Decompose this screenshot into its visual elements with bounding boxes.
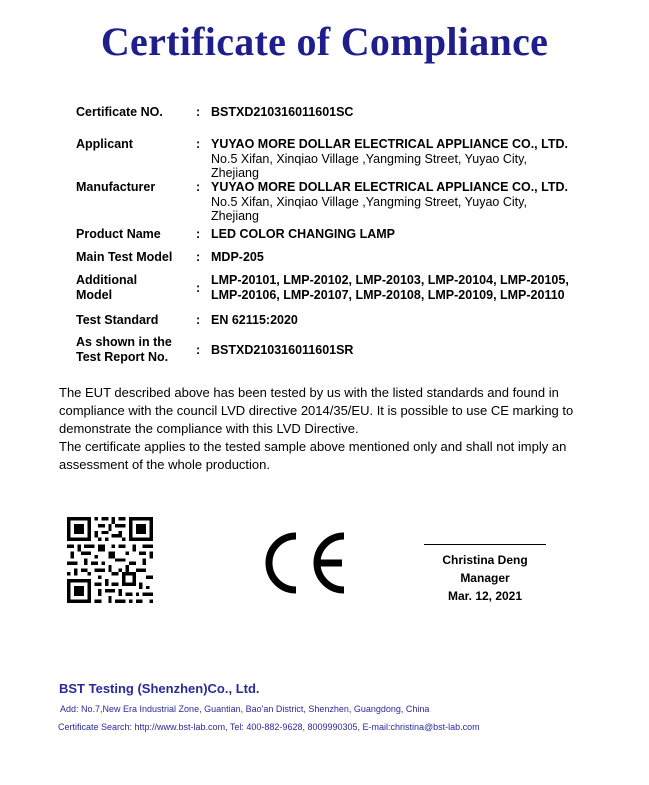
field-label: Additional <box>76 273 138 287</box>
field-value: LED COLOR CHANGING LAMP <box>211 227 396 241</box>
field-colon: : <box>196 105 201 119</box>
field-value: EN 62115:2020 <box>211 313 298 327</box>
applicant-name: YUYAO MORE DOLLAR ELECTRICAL APPLIANCE CO., LTD. <box>211 137 568 151</box>
statement-paragraph: The EUT described above has been tested by us with the listed standards and found in compliance with the council LVD directive 2014/35/EU. It is possible to use CE marking to demonstrate the compliance with this LVD Directive. <box>59 385 574 436</box>
field-colon: : <box>196 137 201 151</box>
field-label: Model <box>76 288 113 302</box>
signature-block <box>424 544 546 605</box>
field-label: Product Name <box>76 227 161 241</box>
field-colon: : <box>196 250 201 264</box>
applicant-address: Zhejiang <box>211 166 259 180</box>
footer-company: BST Testing (Shenzhen)Co., Ltd. <box>59 681 260 696</box>
applicant-address: No.5 Xifan, Xinqiao Village ,Yangming Street, Yuyao City, <box>211 151 527 166</box>
manufacturer-name: YUYAO MORE DOLLAR ELECTRICAL APPLIANCE CO., LTD. <box>211 180 568 194</box>
field-label: Test Standard <box>76 313 159 327</box>
compliance-statement <box>59 384 604 474</box>
field-label: As shown in the <box>76 335 172 349</box>
statement-paragraph: The certificate applies to the tested sample above mentioned only and shall not imply an assessment of the whole production. <box>59 439 567 472</box>
manufacturer-address: Zhejiang <box>211 209 259 223</box>
manufacturer-address: No.5 Xifan, Xinqiao Village ,Yangming Street, Yuyao City, <box>211 194 527 209</box>
signatory-name: Christina Deng <box>442 553 528 567</box>
footer-contact: Certificate Search: http://www.bst-lab.com, Tel: 400-882-9628, 8009990305, E-mail:christina@bst-lab.com <box>58 722 480 732</box>
field-colon: : <box>196 313 201 327</box>
footer <box>58 681 638 732</box>
field-value: BSTXD210316011601SR <box>211 343 354 357</box>
field-colon: : <box>196 180 201 194</box>
field-value: LMP-20106, LMP-20107, LMP-20108, LMP-20109, LMP-20110 <box>211 287 565 302</box>
field-label: Applicant <box>76 137 133 151</box>
field-label: Manufacturer <box>76 180 156 194</box>
certificate-title: Certificate of Compliance <box>100 19 549 64</box>
signatory-title: Manager <box>460 571 510 585</box>
footer-address: Add: No.7,New Era Industrial Zone, Guantian, Bao'an District, Shenzhen, Guangdong, China <box>60 704 430 714</box>
signature-date: Mar. 12, 2021 <box>447 589 523 603</box>
field-colon: : <box>196 281 201 295</box>
field-label: Certificate NO. <box>76 105 163 119</box>
field-value: LMP-20101, LMP-20102, LMP-20103, LMP-20104, LMP-20105, <box>211 273 569 287</box>
field-value: MDP-205 <box>211 250 264 264</box>
qr-code-icon <box>67 517 153 603</box>
field-value: BSTXD210316011601SC <box>211 105 354 119</box>
ce-mark-icon <box>256 530 352 596</box>
field-label: Test Report No. <box>76 350 169 364</box>
field-colon: : <box>196 227 201 241</box>
field-label: Main Test Model <box>76 250 173 264</box>
signature-line <box>424 544 546 545</box>
field-colon: : <box>196 343 201 357</box>
